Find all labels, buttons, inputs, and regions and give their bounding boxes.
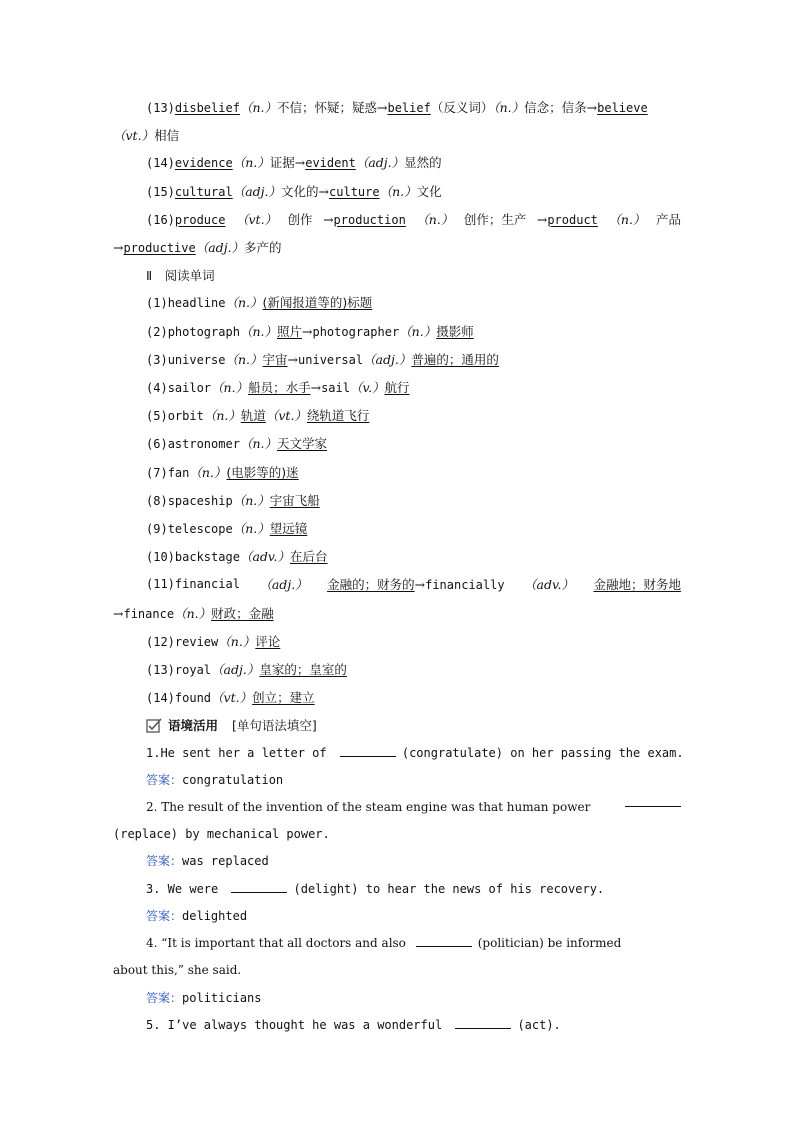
reading-item-3: (3)universe（n.）宇宙→universal（adj.）普遍的；通用的: [146, 351, 499, 367]
arrow-icon: →: [294, 155, 306, 171]
arrow-icon: →: [310, 380, 322, 396]
checkbox-check-icon: [146, 717, 162, 733]
reading-item-5: (5)orbit（n.）轨道（vt.）绕轨道飞行: [146, 408, 370, 424]
reading-item-9: (9)telescope（n.）望远镜: [146, 521, 308, 537]
arrow-icon: →: [586, 100, 598, 115]
question-3: 3. We were (delight) to hear the news of his recovery.: [146, 881, 605, 896]
arrow-icon: →: [414, 577, 426, 593]
reading-item-8: (8)spaceship（n.）宇宙飞船: [146, 492, 320, 508]
reading-item-14: (14)found（vt.）创立；建立: [146, 690, 315, 706]
practice-header: 语境活用 [单句语法填空]: [113, 712, 681, 739]
arrow-icon: →: [113, 605, 124, 621]
reading-item-7: (7)fan（n.）(电影等的)迷: [146, 464, 299, 480]
vocab-item-16: (16)produce （vt.） 创作 →production （n.） 创作；生产 →product （n.） 产品: [146, 211, 681, 227]
vocab-item-14: (14)evidence（n.）证据→evident（adj.）显然的: [146, 155, 442, 171]
arrow-icon: →: [376, 100, 388, 115]
answer-4: 答案：politicians: [146, 990, 262, 1005]
vocab-item-13: (13)disbelief（n.）不信；怀疑；疑惑→belief（反义词）（n.）信念；信条→believe: [146, 100, 648, 115]
arrow-icon: →: [536, 211, 548, 227]
answer-blank: [416, 934, 472, 947]
answer-3: 答案：delighted: [146, 908, 248, 923]
reading-item-13: (13)royal（adj.）皇家的；皇室的: [146, 662, 347, 678]
arrow-icon: →: [287, 351, 299, 367]
reading-item-1: (1)headline（n.）(新闻报道等的)标题: [146, 295, 373, 311]
arrow-icon: →: [113, 240, 124, 256]
reading-words-heading: Ⅱ 阅读单词: [146, 268, 215, 284]
question-4: 4. “It is important that all doctors and also (politician) be informed: [146, 936, 622, 951]
question-1: 1.He sent her a letter of (congratulate) on her passing the exam.: [146, 745, 684, 760]
reading-item-11: (11)financial （adj.） 金融的；财务的→financially （adv.） 金融地；财务地: [146, 577, 681, 593]
reading-item-4: (4)sailor（n.）船员；水手→sail（v.）航行: [146, 380, 410, 396]
answer-2: 答案：was replaced: [146, 854, 269, 869]
answer-blank: [340, 744, 396, 757]
reading-item-10: (10)backstage（adv.）在后台: [146, 549, 328, 565]
reading-item-2: (2)photograph（n.）照片→photographer（n.）摄影师: [146, 323, 474, 339]
arrow-icon: →: [318, 183, 330, 199]
document-page: (13)disbelief（n.）不信；怀疑；疑惑→belief（反义词）（n.）信念；信条→believe （vt.）相信 (14)evidence（n.）证据→evident（adj.）显然的 (15)cultural（adj.）文化的→culture（n.）文化 (16)produce （vt.） 创作 →production （n.） 创作；生产 →product （n.） 产品 →productive（adj.）多产的 Ⅱ 阅读单词 (1)headline（n.）(新闻报道等的)标题 (2)photograph（n.）照片→photographer（n.）摄影师 (3)universe（n.）宇宙→universal（adj.）普遍的；通用的 (4)sailor（n.）船员；水手→sail（v.）航行 (5)orbit（n.）轨道（vt.）绕轨道飞行 (6)astronomer（n.）天文学家 (7)fan（n.）(电影等的)迷 (8)spaceship（n.）宇宙飞船 (9)telescope（n.）望远镜 (10)backstage（adv.）在后台 (11)financial （adj.） 金融的；财务的→financially （adv.） 金融地；财务地 →finance（n.）财政；金融 (12)review（n.）评论 (13)royal（adj.）皇家的；皇室的 (14)found（vt.）创立；建立 语境活用 [单句语法填空] 1.He sent her a letter of (congratulate) on her passing the exam. 答案：congratulation 2. The result of the invention of the steam engine was that human power (replace) by mechanical power. 答案：was replaced 3. We were (delight) to hear the news of his recovery. 答案：delighted 4. “It is important that all doctors and also (politician) be informed about this,” she said. 答案：politicians 5. I’ve always thought he was a wonderful (act).: [113, 94, 681, 1039]
arrow-icon: →: [301, 323, 313, 339]
reading-item-6: (6)astronomer（n.）天文学家: [146, 436, 327, 452]
arrow-icon: →: [323, 211, 334, 227]
reading-item-12: (12)review（n.）评论: [146, 633, 281, 649]
question-2: 2. The result of the invention of the steam engine was that human power: [113, 794, 681, 821]
answer-blank: [231, 880, 287, 893]
answer-1: 答案：congratulation: [146, 772, 284, 787]
answer-blank: [625, 794, 681, 807]
question-5: 5. I’ve always thought he was a wonderful (act).: [146, 1017, 561, 1032]
answer-blank: [455, 1016, 511, 1029]
vocab-item-15: (15)cultural（adj.）文化的→culture（n.）文化: [146, 183, 442, 199]
